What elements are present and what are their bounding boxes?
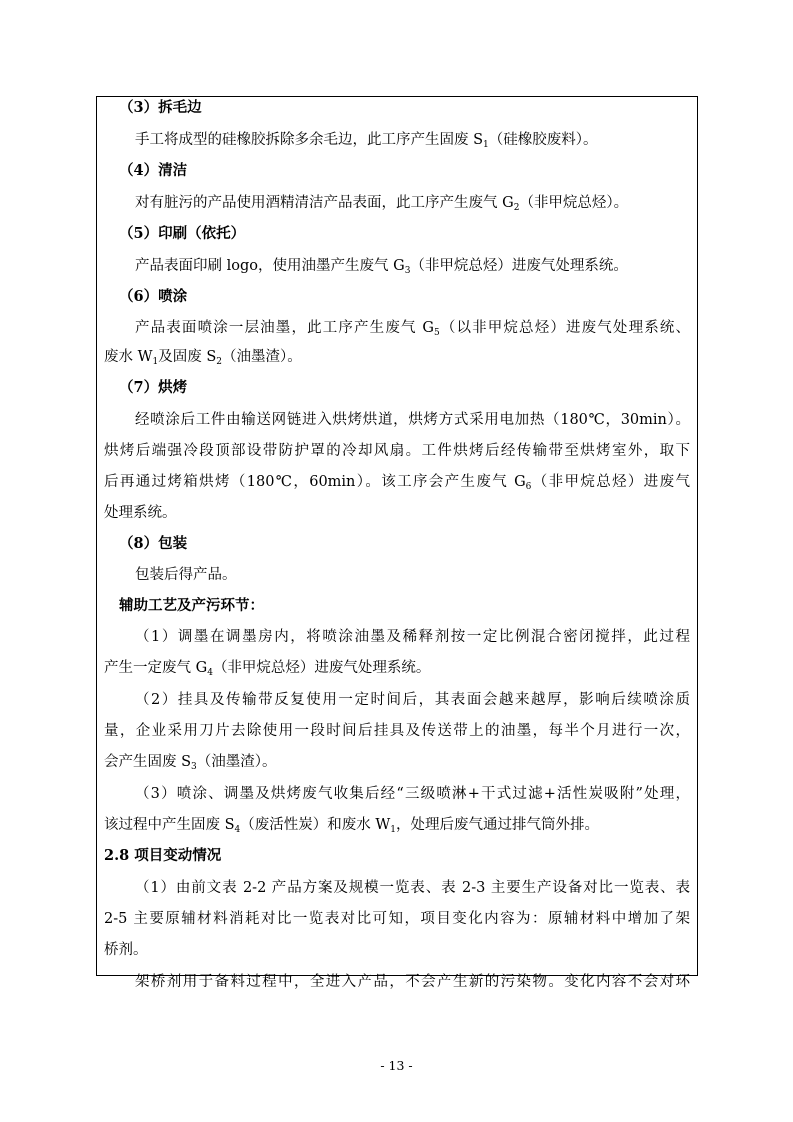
text-segment: （硅橡胶废料）。: [488, 132, 598, 148]
text-segment: 包装后得产品。: [135, 567, 237, 583]
subscript: 5: [433, 328, 440, 338]
text-segment: （油墨渣）。: [196, 754, 277, 770]
paragraph-line: [135, 565, 237, 585]
text-segment: （以非甲烷总烃）进废气处理系统、: [439, 320, 690, 336]
paragraph-line: [135, 130, 598, 150]
text-segment: ，处理后废气通过排气筒外排。: [396, 817, 600, 833]
text-segment: 及固废 S: [158, 349, 217, 365]
subscript: 6: [525, 482, 532, 492]
section-heading: （5）印刷（依托）: [119, 225, 246, 242]
text-segment: 产品表面印刷 logo，使用油墨产生废气 G: [135, 258, 405, 274]
section-heading: （7）烘烤: [119, 379, 188, 396]
paragraph-line: [135, 256, 628, 276]
paragraph-line: [104, 909, 690, 929]
subscript: 1: [152, 357, 159, 367]
text-segment: 该过程中产生固废 S: [104, 817, 235, 833]
text-segment: 量，企业采用刀片去除使用一段时间后挂具及传送带上的油墨，每半个月进行一次，: [104, 723, 690, 739]
subscript: 1: [483, 140, 489, 150]
text-segment: （2）挂具及传输带反复使用一定时间后，其表面会越来越厚，影响后续喷涂质: [135, 692, 690, 708]
subscript: 4: [234, 825, 241, 835]
text-segment: 手工将成型的硅橡胶拆除多余毛边，此工序产生固废 S: [135, 132, 484, 148]
paragraph-line: [104, 347, 302, 367]
paragraph-line: [135, 784, 690, 804]
paragraph-line: [104, 752, 277, 772]
paragraph-line: [135, 318, 690, 338]
paragraph-line: [104, 472, 690, 492]
paragraph-line: [135, 410, 690, 430]
text-segment: 烘烤后端强冷段顶部设带防护罩的冷却风扇。工件烘烤后经传输带至烘烤室外，取下: [104, 443, 690, 459]
paragraph-line: [135, 878, 690, 898]
subscript: 4: [207, 668, 213, 678]
text-segment: 废水 W: [104, 349, 153, 365]
section-heading: （8）包装: [119, 535, 188, 552]
paragraph-line: [135, 690, 690, 710]
text-segment: （3）喷涂、调墨及烘烤废气收集后经“三级喷淋+干式过滤+活性炭吸附”处理，: [135, 786, 690, 802]
text-segment: （废活性炭）和废水 W: [240, 817, 391, 833]
text-segment: 产品表面喷涂一层油墨，此工序产生废气 G: [135, 320, 434, 336]
paragraph-line: [104, 441, 690, 461]
paragraph-line: [104, 940, 148, 960]
text-segment: （油墨渣）。: [222, 349, 302, 365]
paragraph-line: [104, 503, 177, 523]
text-segment: 对有脏污的产品使用酒精清洁产品表面，此工序产生废气 G: [135, 195, 514, 211]
paragraph-line: [135, 627, 690, 647]
text-segment: （非甲烷总烃）进废气: [531, 474, 690, 490]
section-heading: （3）拆毛边: [119, 99, 202, 116]
subscript: 3: [191, 762, 197, 772]
paragraph-line: [104, 658, 430, 678]
text-segment: 经喷涂后工件由输送网链进入烘烤烘道，烘烤方式采用电加热（180℃，30min）。: [135, 412, 690, 428]
text-segment: （非甲烷总烃）。: [519, 195, 629, 211]
subscript: 2: [216, 357, 223, 367]
text-segment: （1）调墨在调墨房内，将喷涂油墨及稀释剂按一定比例混合密闭搅拌，此过程: [135, 629, 690, 645]
text-segment: 处理系统。: [104, 505, 177, 521]
text-segment: 会产生固废 S: [104, 754, 192, 770]
text-segment: （非甲烷总烃）进废气处理系统。: [410, 258, 628, 274]
section-heading: （6）喷涂: [119, 288, 188, 305]
subscript: 3: [404, 266, 411, 276]
text-segment: 架桥剂用于备料过程中，全进入产品，不会产生新的污染物。变化内容不会对环: [135, 974, 690, 990]
section-heading: 辅助工艺及产污环节：: [119, 597, 264, 614]
subscript: 1: [390, 825, 397, 835]
section-heading: 2.8 项目变动情况: [104, 847, 222, 864]
section-heading: （4）清洁: [119, 162, 188, 179]
text-segment: 2-5 主要原辅材料消耗对比一览表对比可知，项目变化内容为：原辅材料中增加了架: [104, 911, 690, 927]
paragraph-line: [104, 721, 690, 741]
text-segment: （非甲烷总烃）进废气处理系统。: [212, 660, 431, 676]
text-segment: （1）由前文表 2-2 产品方案及规模一览表、表 2-3 主要生产设备对比一览表、表: [135, 880, 690, 896]
paragraph-line: [135, 193, 628, 213]
text-segment: 产生一定废气 G: [104, 660, 208, 676]
subscript: 2: [513, 203, 520, 213]
page-number: - 13 -: [380, 1058, 413, 1073]
text-segment: 后再通过烤箱烘烤（180℃，60min）。该工序会产生废气 G: [104, 474, 526, 490]
paragraph-line: [104, 815, 599, 835]
paragraph-line: [135, 972, 690, 992]
text-segment: 桥剂。: [104, 942, 148, 958]
